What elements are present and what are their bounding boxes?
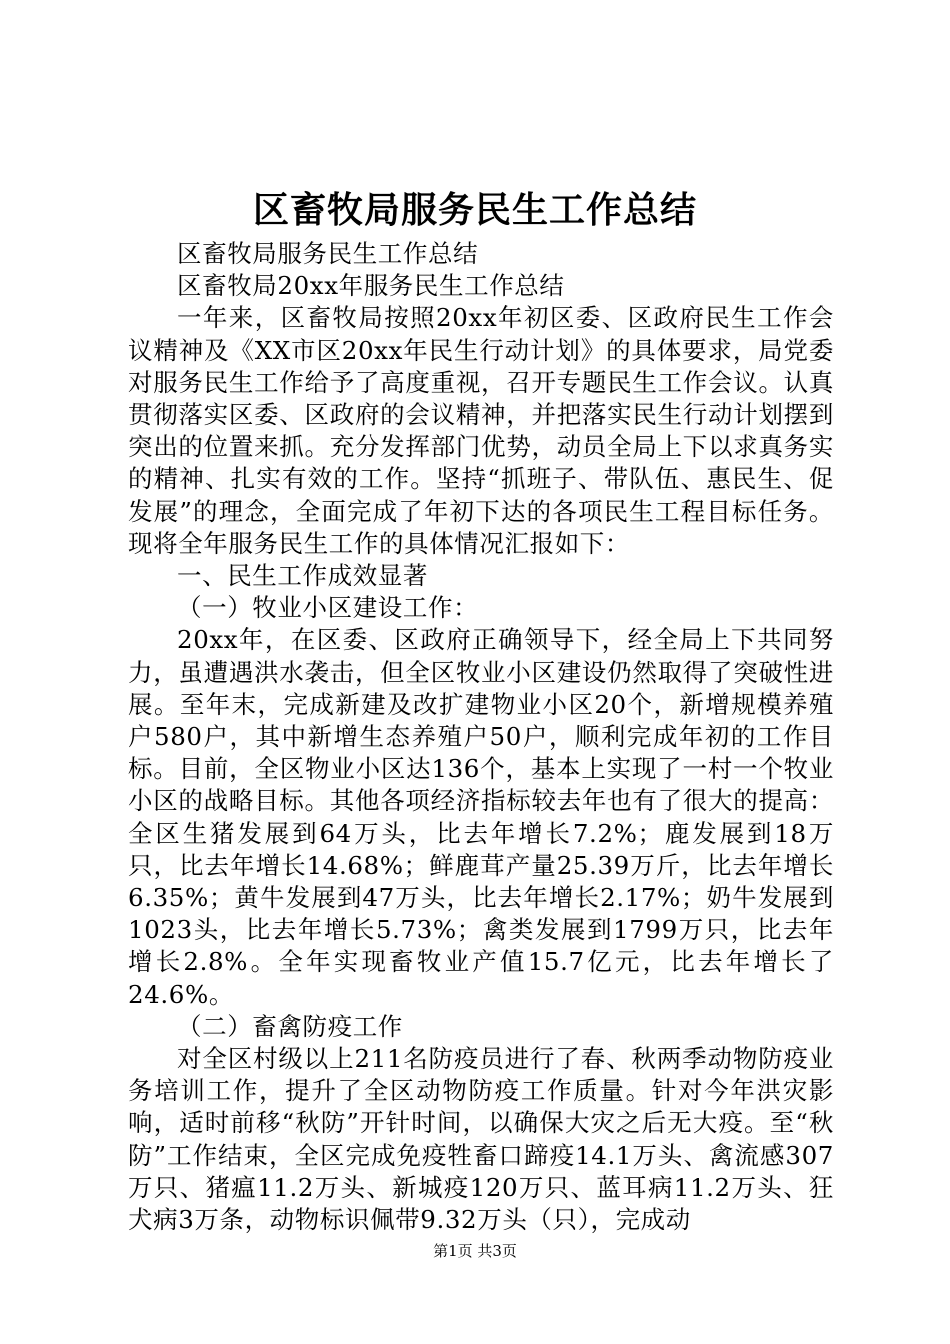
section-heading-1: 一、民生工作成效显著 bbox=[177, 561, 428, 591]
page-number-footer: 第1页 共3页 bbox=[433, 1242, 517, 1260]
document-title: 区畜牧局服务民生工作总结 bbox=[252, 189, 697, 231]
document-body bbox=[128, 238, 834, 1236]
subsection-heading-2: （二）畜禽防疫工作 bbox=[177, 1011, 403, 1041]
subsection-heading-1: （一）牧业小区建设工作： bbox=[177, 593, 479, 623]
paragraph-intro: 一年来，区畜牧局按照20xx年初区委、区政府民生工作会议精神及《XX市区20xx年民生行动计划》的具体要求，局党委对服务民生工作给予了高度重视，召开专题民生工作会议。认真贯彻落实区委、区政府的会议精神，并把落实民生行动计划摆到突出的位置来抓。充分发挥部门优势，动员全局上下以求真务实的精神、扎实有效的工作。坚持“抓班子、带队伍、惠民生、促发展”的理念，全面完成了年初下达的各项民生工程目标任务。现将全年服务民生工作的具体情况汇报如下： bbox=[128, 303, 834, 558]
paragraph-epidemic-prevention: 对全区村级以上211名防疫员进行了春、秋两季动物防疫业务培训工作，提升了全区动物防疫工作质量。针对今年洪灾影响，适时前移“秋防”开针时间，以确保大灾之后无大疫。至“秋防”工作结束，全区完成免疫牲畜口蹄疫14.1万头、禽流感307万只、猪瘟11.2万头、新城疫120万只、蓝耳病11.2万头、狂犬病3万条，动物标识佩带9.32万头（只），完成动 bbox=[128, 1044, 834, 1235]
paragraph-livestock-zones: 20xx年，在区委、区政府正确领导下，经全局上下共同努力，虽遭遇洪水袭击，但全区牧业小区建设仍然取得了突破性进展。至年末，完成新建及改扩建物业小区20个，新增规模养殖户580户，其中新增生态养殖户50户，顺利完成年初的工作目标。目前，全区物业小区达136个，基本上实现了一村一个牧业小区的战略目标。其他各项经济指标较去年也有了很大的提高：全区生猪发展到64万头，比去年增长7.2%；鹿发展到18万只，比去年增长14.68%；鲜鹿茸产量25.39万斤，比去年增长6.35%；黄牛发展到47万头，比去年增长2.17%；奶牛发展到1023头，比去年增长5.73%；禽类发展到1799万只，比去年增长2.8%。全年实现畜牧业产值15.7亿元，比去年增长了24.6%。 bbox=[128, 625, 834, 1009]
paragraph-heading-repeat: 区畜牧局服务民生工作总结 bbox=[177, 239, 479, 268]
paragraph-subtitle: 区畜牧局20xx年服务民生工作总结 bbox=[177, 271, 565, 301]
